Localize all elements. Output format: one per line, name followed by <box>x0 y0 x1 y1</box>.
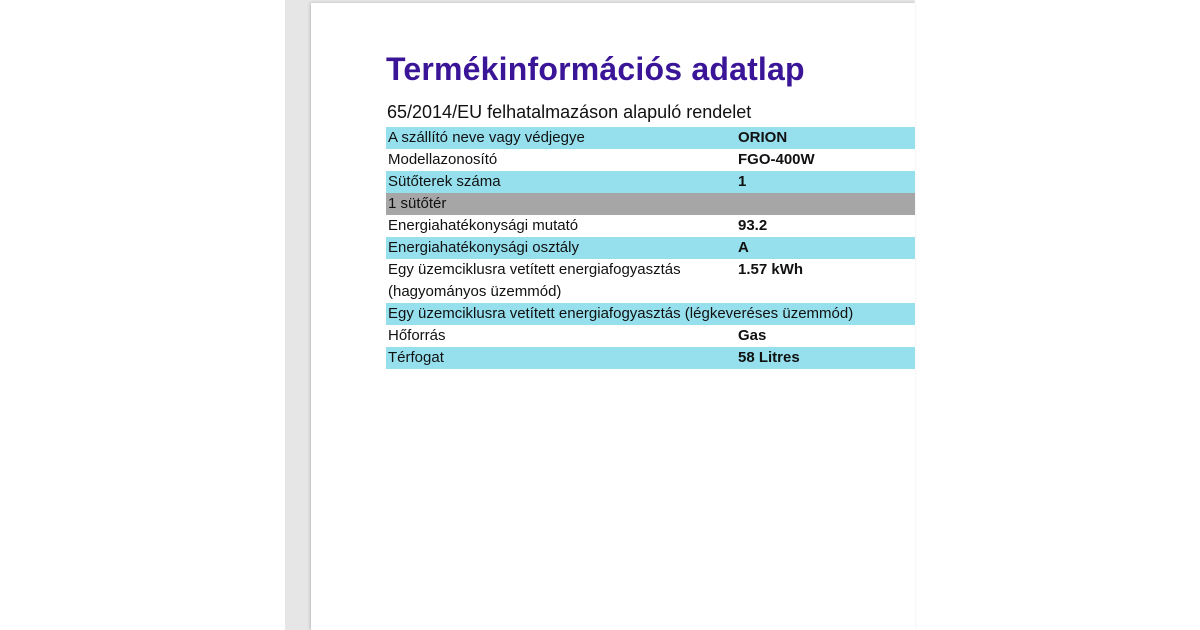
row-label: Egy üzemciklusra vetített energiafogyasztás (légkeveréses üzemmód) <box>386 303 915 325</box>
row-label: Energiahatékonysági mutató <box>388 217 579 234</box>
table-row <box>386 215 915 237</box>
document-title: Termékinformációs adatlap <box>386 51 805 87</box>
table-row <box>386 149 915 171</box>
row-value: 1 <box>736 171 915 193</box>
document-page <box>311 3 915 630</box>
table-row <box>386 237 915 259</box>
row-label: Térfogat <box>386 347 736 369</box>
table-row <box>386 325 915 347</box>
row-value: 93.2 <box>738 217 768 234</box>
document-subtitle: 65/2014/EU felhatalmazáson alapuló rendelet <box>387 102 752 122</box>
row-label: A szállító neve vagy védjegye <box>386 127 736 149</box>
section-header-row <box>386 193 915 215</box>
row-value: ORION <box>736 127 915 149</box>
table-row <box>386 259 915 303</box>
table-row <box>386 347 915 369</box>
table-row <box>386 171 915 193</box>
spec-table <box>386 127 915 369</box>
table-row <box>386 303 915 325</box>
row-label: Sütőterek száma <box>386 171 736 193</box>
row-label: Modellazonosító <box>388 151 498 168</box>
row-value: Gas <box>738 327 767 344</box>
row-label: Hőforrás <box>388 327 446 344</box>
row-value: 58 Litres <box>736 347 915 369</box>
table-row <box>386 127 915 149</box>
row-value: 1.57 kWh <box>738 261 804 278</box>
row-label-line1: Egy üzemciklusra vetített energiafogyasztás <box>388 261 681 278</box>
row-label <box>386 259 736 303</box>
row-label: Energiahatékonysági osztály <box>386 237 736 259</box>
row-label-line2: (hagyományos üzemmód) <box>388 283 562 300</box>
row-value: FGO-400W <box>738 151 815 168</box>
section-label: 1 sütőtér <box>386 193 915 215</box>
row-value: A <box>736 237 915 259</box>
